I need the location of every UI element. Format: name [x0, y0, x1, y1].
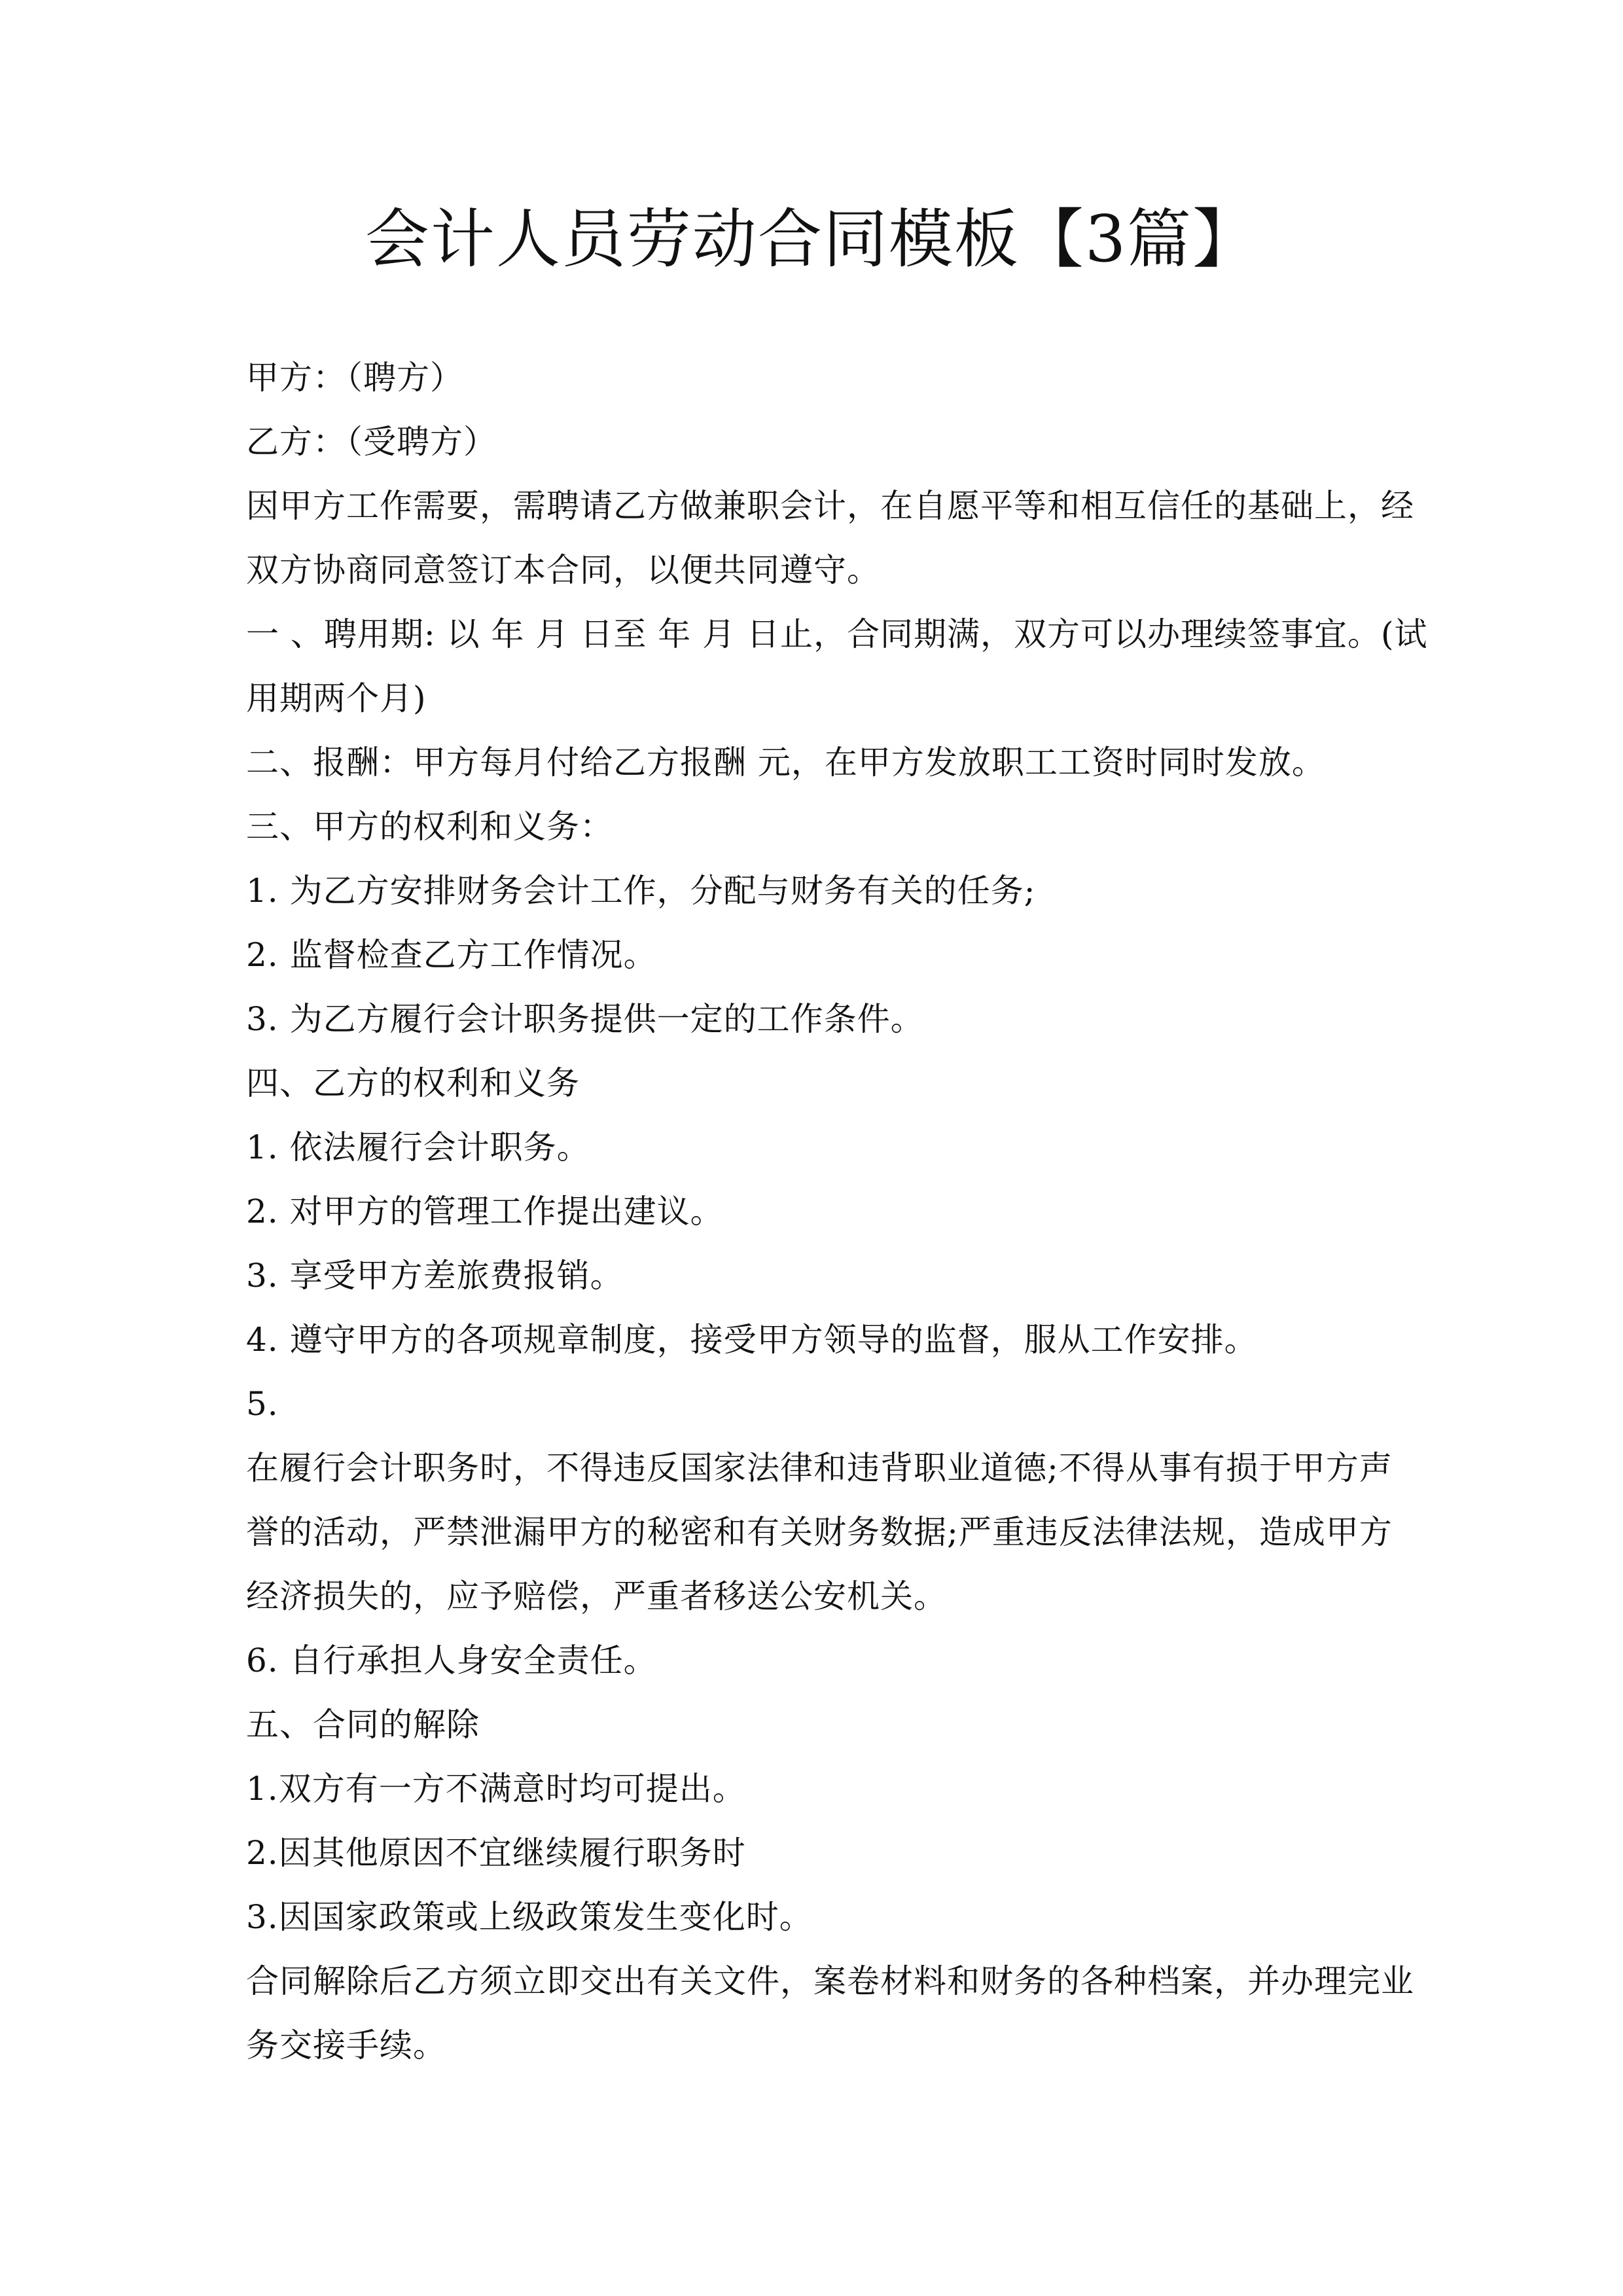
text-line: 甲方：（聘方） — [246, 359, 463, 397]
text-line: 2. 监督检查乙方工作情况。 — [246, 936, 657, 974]
text-line: 誉的活动，严禁泄漏甲方的秘密和有关财务数据;严重违反法律法规，造成甲方 — [246, 1513, 1393, 1551]
text-line: 1.双方有一方不满意时均可提出。 — [246, 1770, 746, 1808]
text-line: 3. 享受甲方差旅费报销。 — [246, 1257, 624, 1295]
text-line: 乙方：（受聘方） — [246, 423, 497, 461]
text-line: 2. 对甲方的管理工作提出建议。 — [246, 1193, 724, 1230]
text-line: 三、甲方的权利和义务： — [246, 808, 613, 846]
text-line: 3. 为乙方履行会计职务提供一定的工作条件。 — [246, 1000, 924, 1038]
text-line: 合同解除后乙方须立即交出有关文件，案卷材料和财务的各种档案，并办理完业 — [246, 1962, 1414, 2000]
text-line: 因甲方工作需要，需聘请乙方做兼职会计，在自愿平等和相互信任的基础上，经 — [246, 487, 1414, 525]
text-line: 四、乙方的权利和义务 — [246, 1064, 580, 1102]
text-line: 经济损失的，应予赔偿，严重者移送公安机关。 — [246, 1577, 947, 1615]
text-line: 二、报酬：甲方每月付给乙方报酬 元，在甲方发放职工工资时同时发放。 — [246, 744, 1325, 781]
text-line: 6. 自行承担人身安全责任。 — [246, 1641, 657, 1679]
text-line: 2.因其他原因不宜继续履行职务时 — [246, 1834, 746, 1872]
text-line: 在履行会计职务时，不得违反国家法律和违背职业道德;不得从事有损于甲方声 — [246, 1449, 1393, 1487]
text-line: 用期两个月) — [246, 679, 427, 717]
text-line: 一 、聘用期: 以 年 月 日至 年 月 日止，合同期满，双方可以办理续签事宜。(试 — [246, 615, 1428, 653]
text-line: 五、合同的解除 — [246, 1706, 480, 1744]
text-line: 双方协商同意签订本合同，以便共同遵守。 — [246, 551, 880, 589]
text-line: 务交接手续。 — [246, 2026, 446, 2064]
text-line: 5. — [246, 1385, 279, 1423]
text-line: 1. 为乙方安排财务会计工作，分配与财务有关的任务; — [246, 872, 1036, 910]
text-line: 3.因国家政策或上级政策发生变化时。 — [246, 1898, 813, 1936]
text-line: 1. 依法履行会计职务。 — [246, 1128, 590, 1166]
text-line: 4. 遵守甲方的各项规章制度，接受甲方领导的监督，服从工作安排。 — [246, 1321, 1258, 1359]
document-title: 会计人员劳动合同模板【3篇】 — [365, 202, 1258, 277]
document-body — [246, 346, 1428, 2077]
